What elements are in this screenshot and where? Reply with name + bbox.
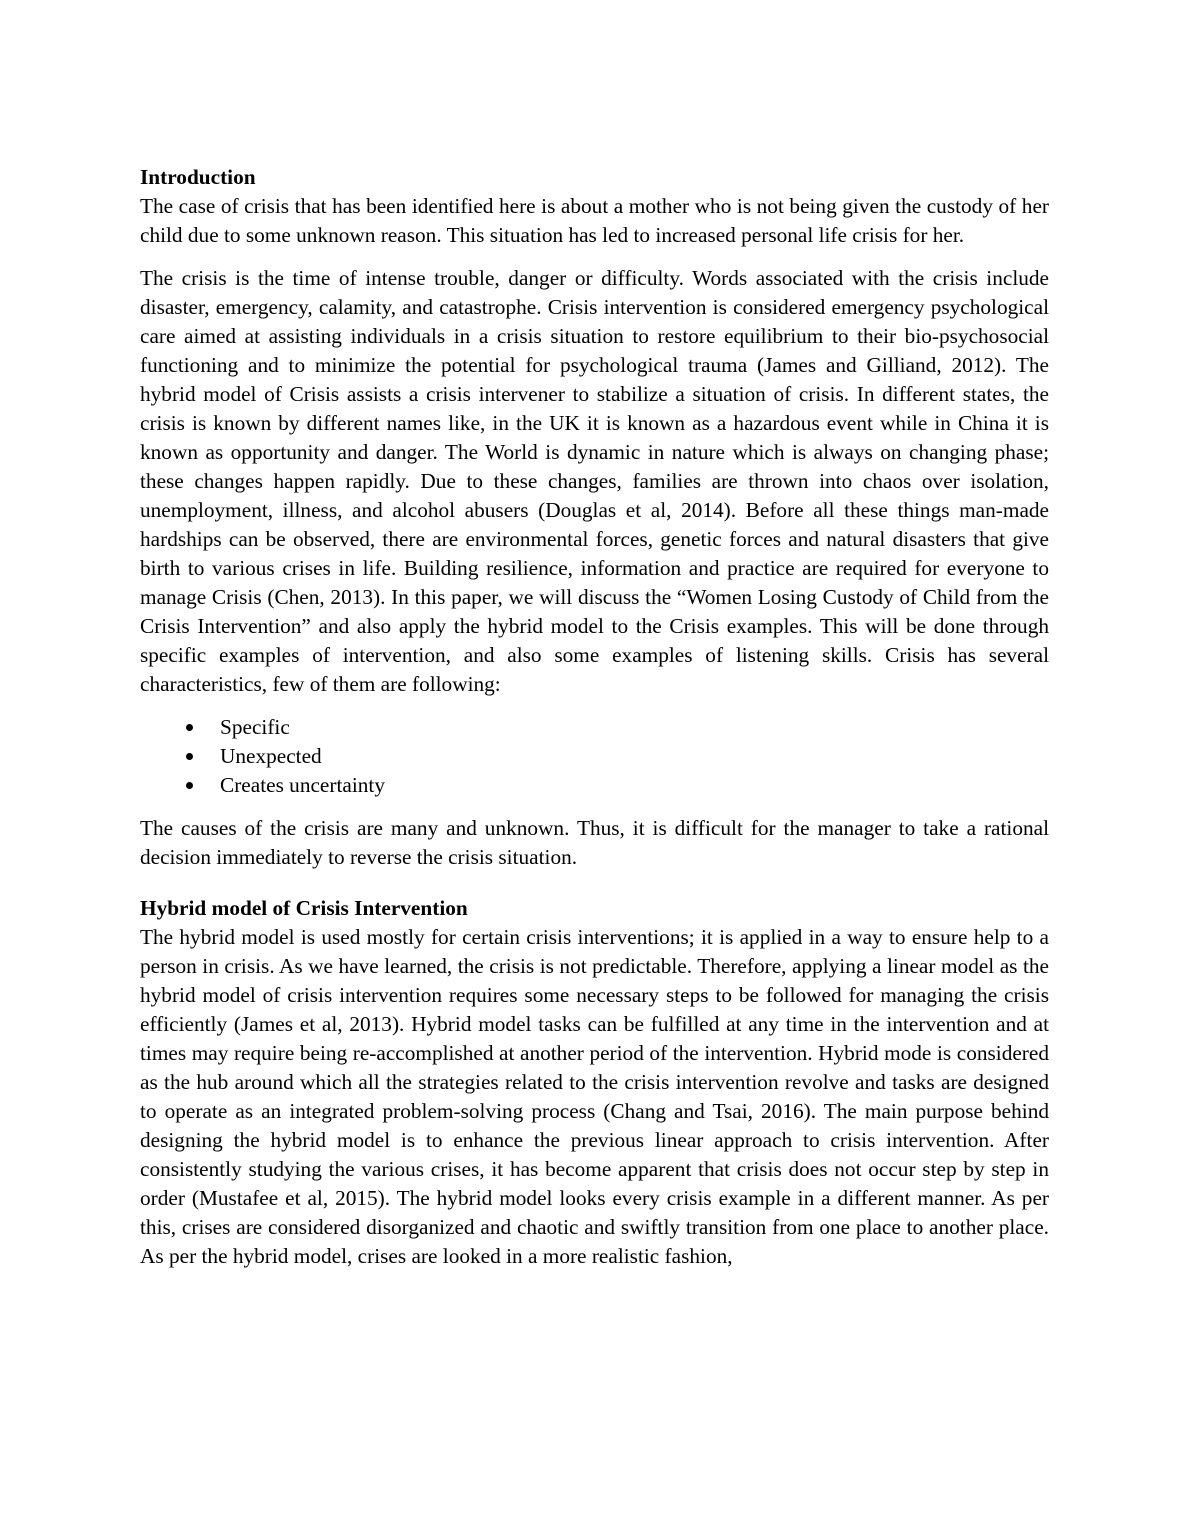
bullet-icon — [186, 753, 193, 760]
bullet-icon — [186, 782, 193, 789]
list-item — [140, 771, 1049, 800]
list-item-text: Unexpected — [220, 744, 322, 768]
list-item — [140, 713, 1049, 742]
intro-paragraph-1: The case of crisis that has been identified here is about a mother who is not being given the custody of her child due to some unknown reason. This situation has led to increased personal life crisis for her. — [140, 194, 1049, 247]
list-item-text: Creates uncertainty — [220, 773, 385, 797]
intro-paragraph-2: The crisis is the time of intense trouble, danger or difficulty. Words associated with the crisis include disaster, emergency, calamity, and catastrophe. Crisis intervention is considered emergency psychological care aimed at assisting individuals in a crisis situation to restore equilibrium to their bio-psychosocial functioning and to minimize the potential for psychological trauma (James and Gilliand, 2012). The hybrid model of Crisis assists a crisis intervener to stabilize a situation of crisis. In different states, the crisis is known by different names like, in the UK it is known as a hazardous event while in China it is known as opportunity and danger. The World is dynamic in nature which is always on changing phase; these changes happen rapidly. Due to these changes, families are thrown into chaos over isolation, unemployment, illness, and alcohol abusers (Douglas et al, 2014). Before all these things man-made hardships can be observed, there are environmental forces, genetic forces and natural disasters that give birth to various crises in life. Building resilience, information and practice are required for everyone to manage Crisis (Chen, 2013). In this paper, we will discuss the “Women Losing Custody of Child from the Crisis Intervention” and also apply the hybrid model to the Crisis examples. This will be done through specific examples of intervention, and also some examples of listening skills. Crisis has several characteristics, few of them are following: — [140, 266, 1049, 696]
characteristics-list — [140, 713, 1049, 800]
bullet-icon — [186, 724, 193, 731]
list-item — [140, 742, 1049, 771]
section-heading-hybrid-model: Hybrid model of Crisis Intervention — [140, 896, 468, 920]
list-item-text: Specific — [220, 715, 290, 739]
hybrid-model-paragraph-1: The hybrid model is used mostly for certain crisis interventions; it is applied in a way to ensure help to a person in crisis. As we have learned, the crisis is not predictable. Therefore, applying a linear model as the hybrid model of crisis intervention requires some necessary steps to be followed for managing the crisis efficiently (James et al, 2013). Hybrid model tasks can be fulfilled at any time in the intervention and at times may require being re-accomplished at another period of the intervention. Hybrid mode is considered as the hub around which all the strategies related to the crisis intervention revolve and tasks are designed to operate as an integrated problem-solving process (Chang and Tsai, 2016). The main purpose behind designing the hybrid model is to enhance the previous linear approach to crisis intervention. After consistently studying the various crises, it has become apparent that crisis does not occur step by step in order (Mustafee et al, 2015). The hybrid model looks every crisis example in a different manner. As per this, crises are considered disorganized and chaotic and swiftly transition from one place to another place. As per the hybrid model, crises are looked in a more realistic fashion, — [140, 925, 1049, 1268]
section-heading-introduction: Introduction — [140, 165, 256, 189]
intro-closing-paragraph: The causes of the crisis are many and unknown. Thus, it is difficult for the manager to take a rational decision immediately to reverse the crisis situation. — [140, 816, 1049, 869]
document-page — [140, 163, 1049, 1271]
